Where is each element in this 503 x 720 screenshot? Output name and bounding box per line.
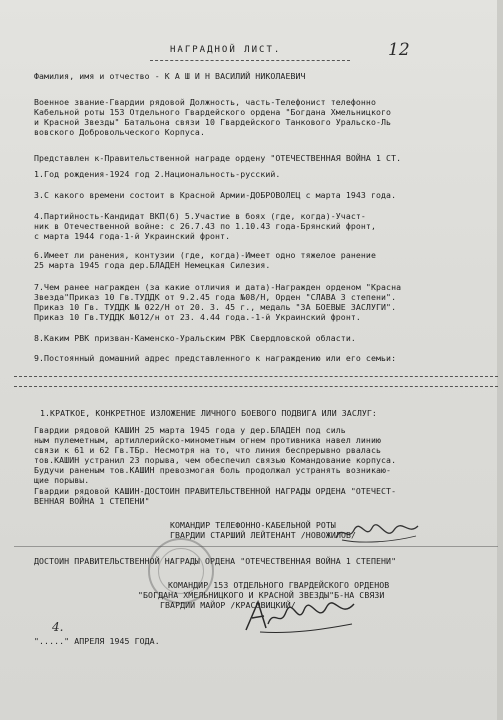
address-line: 9.Постоянный домашний адрес представленного к награждению или его семьи: — [34, 353, 397, 363]
rank-line: Военное звание-Гвардии рядовой Должность, часть-Телефонист телефонно — [34, 97, 376, 107]
feat-line-3: связи к 61 и 62 Гв.ТБр. Несмотря на то, что линия беспрерывно рвалась — [34, 445, 382, 455]
signature-divider — [14, 546, 498, 547]
battalion-commander-title-2: "БОГДАНА ХМЕЛЬНИЦКОГО И КРАСНОЙ ЗВЕЗДЫ"Б-НА СВЯЗИ — [138, 590, 385, 600]
birth-year-line: 1.Год рождения-1924 год 2.Национальность-русский. — [34, 169, 281, 179]
awards-line-2: Звезда"Приказ 10 Гв.ТУДДК от 9.2.45 года №08/Н, Орден "СЛАВА 3 степени". — [34, 292, 397, 302]
feat-line-6: щие порывы. — [34, 475, 90, 485]
feat-line-5: Будучи раненым тов.КАШИН превозмогая боль продолжал устранять возникаю- — [34, 465, 392, 475]
battles-line-1: ник в Отечественной войне: с 26.7.43 по 1.10.43 года-Брянский фронт, — [34, 221, 376, 231]
feat-line-8: ВЕННАЯ ВОЙНА 1 СТЕПЕНИ" — [34, 496, 150, 506]
battalion-commander-name: ГВАРДИИ МАЙОР /КРАСОВИЦКИЙ/ — [160, 600, 296, 610]
service-start-line: 3.С какого времени состоит в Красной Армии-ДОБРОВОЛЕЦ с марта 1943 года. — [34, 190, 397, 200]
company-commander-title: КОМАНДИР ТЕЛЕФОННО-КАБЕЛЬНОЙ РОТЫ — [170, 520, 336, 530]
awards-line-4: Приказ 10 Гв.ТУДДК №012/н от 23. 4.44 года.-1-й Украинский фронт. — [34, 312, 361, 322]
page-number: 12 — [388, 40, 410, 60]
battalion-commander-title-1: КОМАНДИР 153 ОТДЕЛЬНОГО ГВАРДЕЙСКОГО ОРДЕНОВ — [168, 580, 390, 590]
company-commander-signature — [332, 520, 422, 546]
section-divider-2 — [14, 386, 498, 387]
section-divider-1 — [14, 376, 498, 377]
feat-line-2: ным пулеметным, артиллерийско-минометным огнем противника навел линию — [34, 435, 382, 445]
document-title: НАГРАДНОЙ ЛИСТ. — [170, 45, 282, 55]
draft-office-line: 8.Каким РВК призван-Каменско-Уральским РВК Свердловской области. — [34, 333, 356, 343]
unit-line-3: вовского Добровольческого Корпуса. — [34, 127, 205, 137]
party-line: 4.Партийность-Кандидат ВКП(б) 5.Участие в боях (где, когда)-Участ- — [34, 211, 366, 221]
feat-line-1: Гвардии рядовой КАШИН 25 марта 1945 года у дер.БЛАДЕН под силь — [34, 425, 346, 435]
company-commander-name: ГВАРДИИ СТАРШИЙ ЛЕЙТЕНАНТ /НОВОЖИЛОВ/ — [170, 530, 357, 540]
battles-line-2: с марта 1944 года-1-й Украинский фронт. — [34, 231, 231, 241]
unit-line-1: Кабельной роты 153 Отдельного Гвардейского ордена "Богдана Хмельницкого — [34, 107, 392, 117]
wounds-line-1: 6.Имеет ли ранения, контузии (где, когда)-Имеет одно тяжелое ранение — [34, 250, 376, 260]
unit-line-2: и Красной Звезды" Батальона связи 10 Гвардейского Танкового Уральско-Ль — [34, 117, 392, 127]
awards-line-1: 7.Чем ранее награжден (за какие отличия и дата)-Награжден орденом "Красна — [34, 282, 402, 292]
awards-line-3: Приказ 10 Гв. ТУДДК № 022/Н от 20. 3. 45 г., медаль "ЗА БОЕВЫЕ ЗАСЛУГИ". — [34, 302, 397, 312]
page-edge — [497, 0, 503, 720]
handwritten-day: 4. — [52, 620, 64, 634]
recommendation-line: ДОСТОИН ПРАВИТЕЛЬСТВЕННОЙ НАГРАДЫ ОРДЕНА "ОТЕЧЕСТВЕННАЯ ВОЙНА 1 СТЕПЕНИ" — [34, 556, 397, 566]
surname-line: Фамилия, имя и отчество - К А Ш И Н ВАСИЛИЙ НИКОЛАЕВИЧ — [34, 71, 306, 81]
feat-heading: 1.КРАТКОЕ, КОНКРЕТНОЕ ИЗЛОЖЕНИЕ ЛИЧНОГО БОЕВОГО ПОДВИГА ИЛИ ЗАСЛУГ: — [40, 408, 377, 418]
wounds-line-2: 25 марта 1945 года дер.БЛАДЕН Немецкая Силезия. — [34, 260, 271, 270]
title-underline — [150, 60, 350, 61]
battalion-commander-signature — [240, 594, 360, 636]
feat-line-7: Гвардии рядовой КАШИН-ДОСТОИН ПРАВИТЕЛЬСТВЕННОЙ НАГРАДЫ ОРДЕНА "ОТЕЧЕСТ- — [34, 486, 397, 496]
date-line: "....." АПРЕЛЯ 1945 ГОДА. — [34, 636, 160, 646]
feat-line-4: тов.КАШИН устранил 23 порыва, чем обеспечил связью Командование корпуса. — [34, 455, 397, 465]
nomination-line: Представлен к-Правительственной награде ордену "ОТЕЧЕСТВЕННАЯ ВОЙНА 1 СТ. — [34, 153, 402, 163]
